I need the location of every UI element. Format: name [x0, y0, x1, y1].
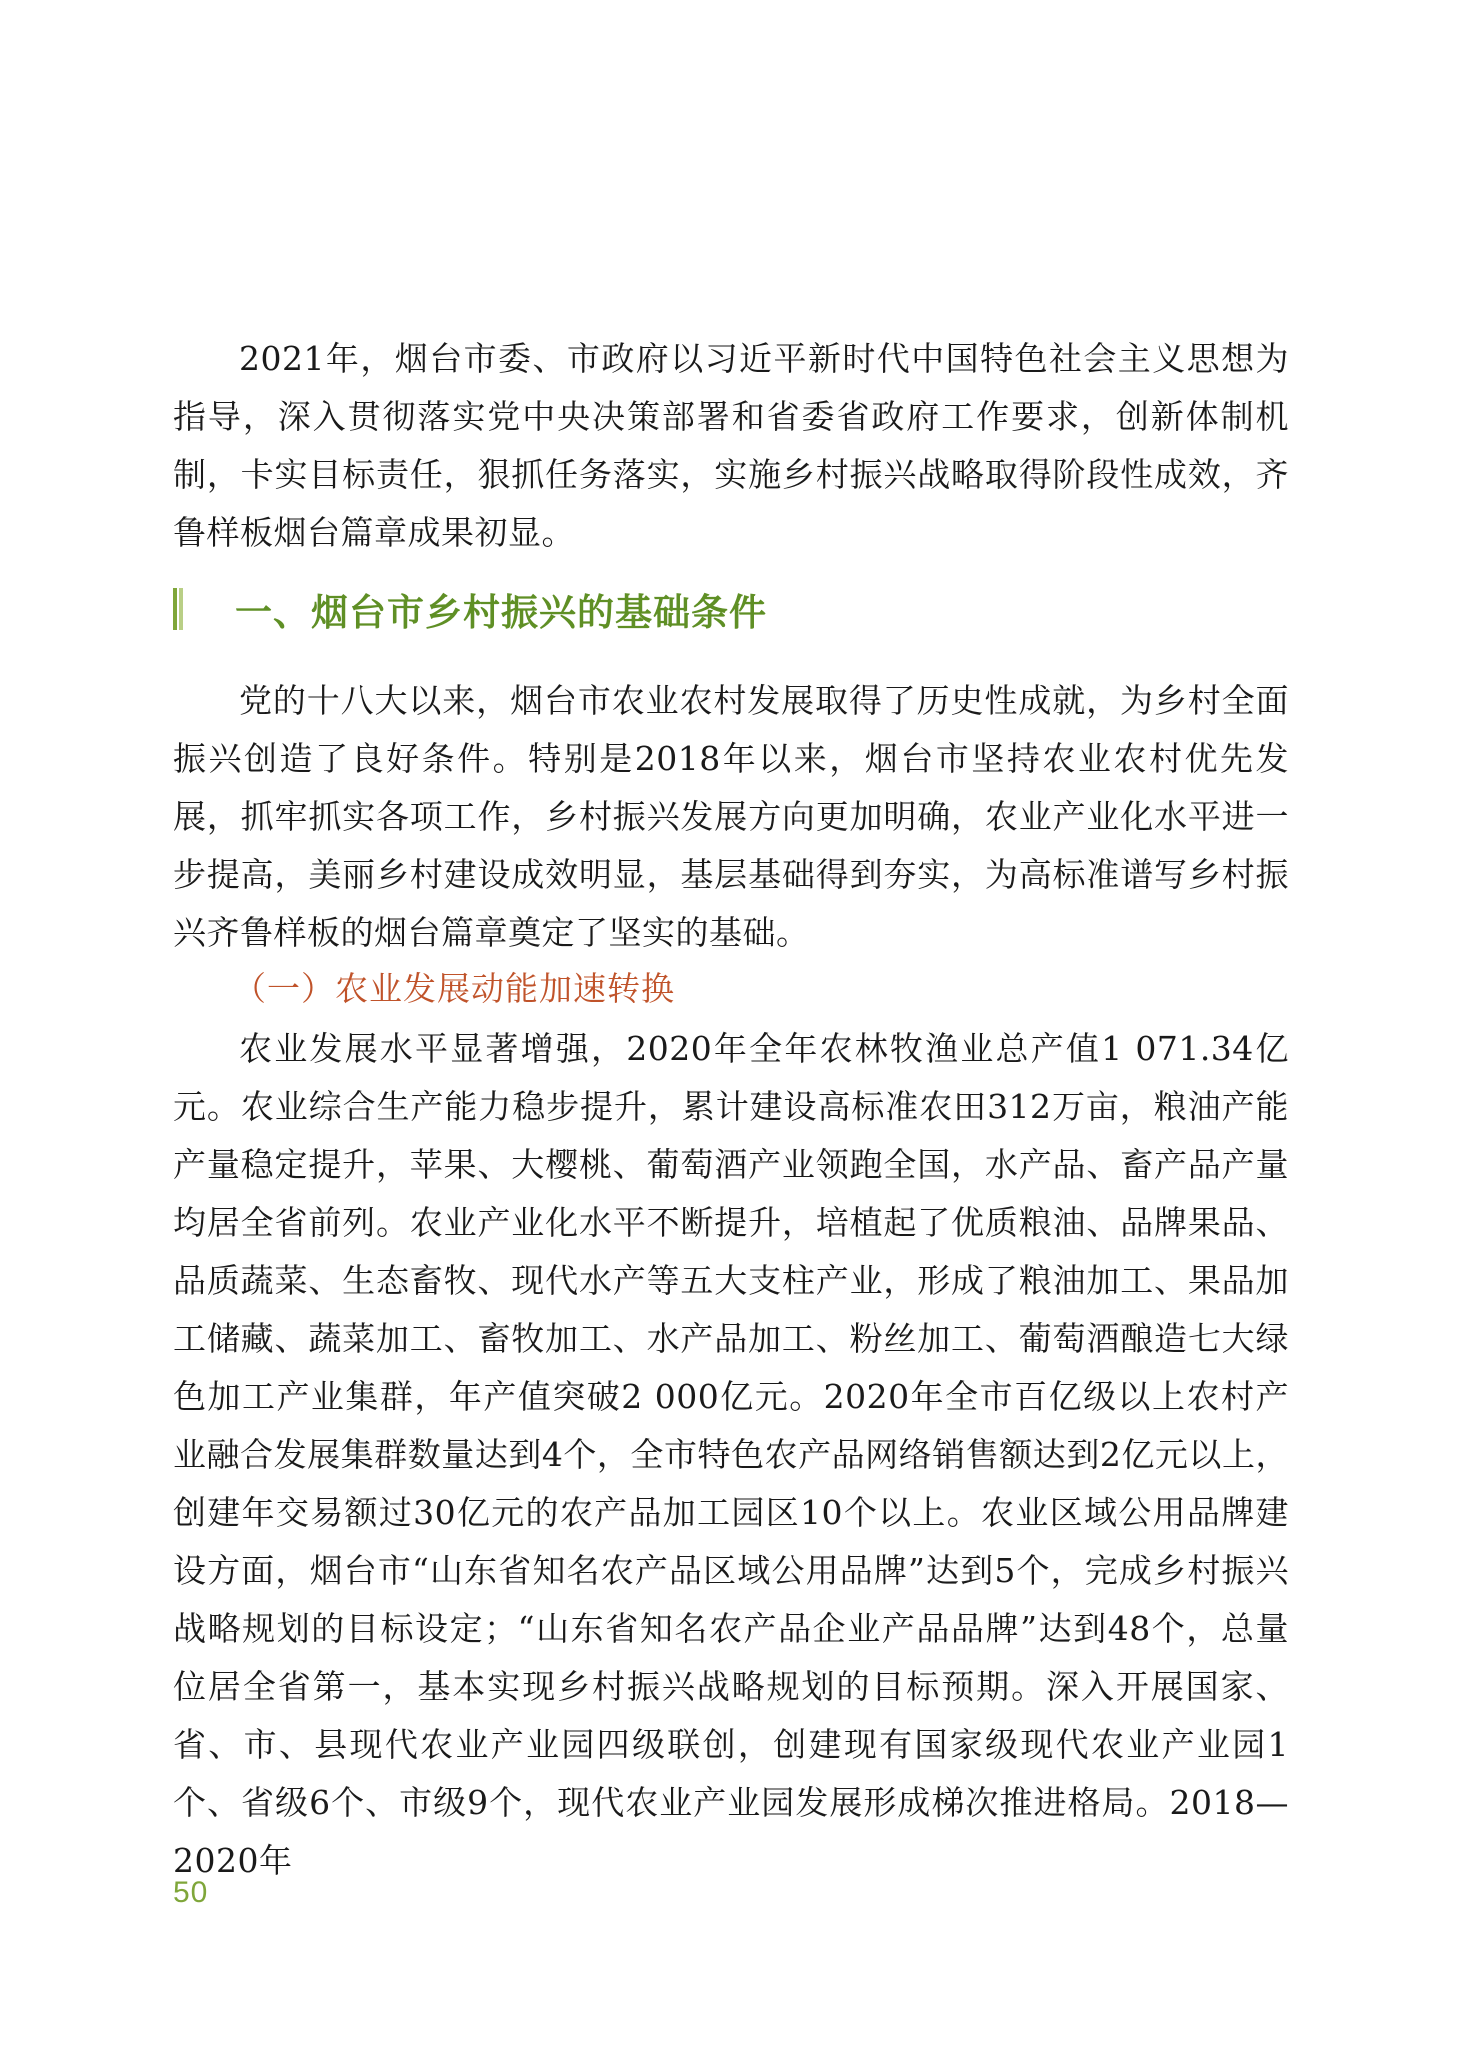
- section-marker-bar: [173, 588, 183, 630]
- section-title: 一、烟台市乡村振兴的基础条件: [235, 591, 767, 634]
- intro-paragraph: 2021年，烟台市委、市政府以习近平新时代中国特色社会主义思想为指导，深入贯彻落实党中央决策部署和省委省政府工作要求，创新体制机制，卡实目标责任，狠抓任务落实，实施乡村振兴战略取得阶段性成效，齐鲁样板烟台篇章成果初显。: [173, 339, 1289, 552]
- section-heading: [173, 584, 767, 634]
- subsection-paragraph: 农业发展水平显著增强，2020年全年农林牧渔业总产值1 071.34亿元。农业综合生产能力稳步提升，累计建设高标准农田312万亩，粮油产能产量稳定提升，苹果、大樱桃、葡萄酒产业领跑全国，水产品、畜产品产量均居全省前列。农业产业化水平不断提升，培植起了优质粮油、品牌果品、品质蔬菜、生态畜牧、现代水产等五大支柱产业，形成了粮油加工、果品加工储藏、蔬菜加工、畜牧加工、水产品加工、粉丝加工、葡萄酒酿造七大绿色加工产业集群，年产值突破2 000亿元。2020年全市百亿级以上农村产业融合发展集群数量达到4个，全市特色农产品网络销售额达到2亿元以上，创建年交易额过30亿元的农产品加工园区10个以上。农业区域公用品牌建设方面，烟台市“山东省知名农产品区域公用品牌”达到5个，完成乡村振兴战略规划的目标设定；“山东省知名农产品企业产品品牌”达到48个，总量位居全省第一，基本实现乡村振兴战略规划的目标预期。深入开展国家、省、市、县现代农业产业园四级联创，创建现有国家级现代农业产业园1个、省级6个、市级9个，现代农业产业园发展形成梯次推进格局。2018—2020年: [173, 1029, 1289, 1880]
- subsection-title: （一）农业发展动能加速转换: [233, 969, 675, 1008]
- page-number: 50: [173, 1876, 209, 1909]
- section-paragraph: 党的十八大以来，烟台市农业农村发展取得了历史性成就，为乡村全面振兴创造了良好条件。特别是2018年以来，烟台市坚持农业农村优先发展，抓牢抓实各项工作，乡村振兴发展方向更加明确，农业产业化水平进一步提高，美丽乡村建设成效明显，基层基础得到夯实，为高标准谱写乡村振兴齐鲁样板的烟台篇章奠定了坚实的基础。: [173, 681, 1289, 952]
